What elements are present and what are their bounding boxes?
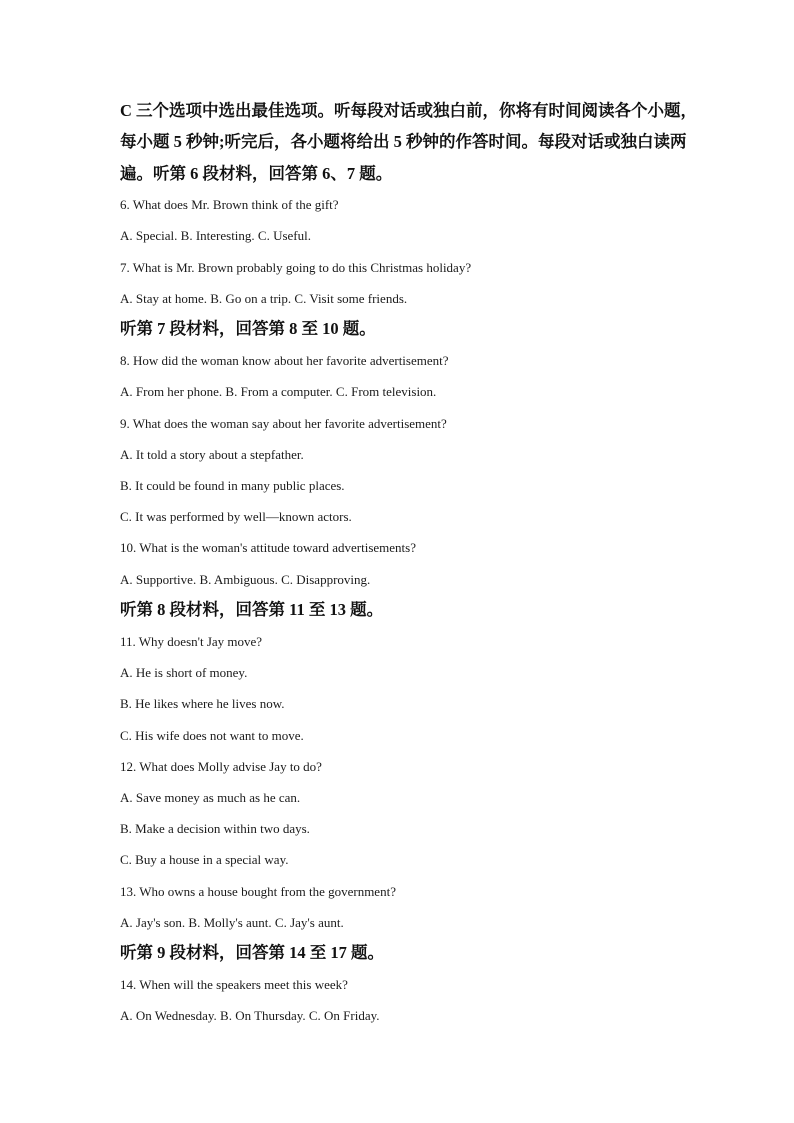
intro-line-3: 遍。听第 6 段材料，回答第 6、7 题。 [120, 164, 393, 183]
question-7: 7. What is Mr. Brown probably going to do this Christmas holiday? [120, 260, 472, 275]
question-9: 9. What does the woman say about her favorite advertisement? [120, 416, 447, 431]
question-12-option-c: C. Buy a house in a special way. [120, 852, 289, 867]
question-14-options: A. On Wednesday. B. On Thursday. C. On Friday. [120, 1008, 380, 1023]
question-9-option-b: B. It could be found in many public places. [120, 478, 345, 493]
intro-line-2: 每小题 5 秒钟;听完后，各小题将给出 5 秒钟的作答时间。每段对话或独白读两 [120, 132, 687, 151]
section-9-heading: 听第 9 段材料，回答第 14 至 17 题。 [120, 943, 384, 962]
question-9-option-c: C. It was performed by well—known actors. [120, 509, 352, 524]
section-8-heading: 听第 8 段材料，回答第 11 至 13 题。 [120, 600, 384, 619]
question-8-options: A. From her phone. B. From a computer. C. From television. [120, 384, 437, 399]
question-11-option-b: B. He likes where he lives now. [120, 696, 285, 711]
question-10: 10. What is the woman's attitude toward advertisements? [120, 540, 416, 555]
question-9-option-a: A. It told a story about a stepfather. [120, 447, 304, 462]
question-12-option-a: A. Save money as much as he can. [120, 790, 301, 805]
question-11: 11. Why doesn't Jay move? [120, 634, 263, 649]
question-7-options: A. Stay at home. B. Go on a trip. C. Visit some friends. [120, 291, 408, 306]
question-14: 14. When will the speakers meet this week? [120, 977, 348, 992]
question-13-options: A. Jay's son. B. Molly's aunt. C. Jay's aunt. [120, 915, 344, 930]
question-12-option-b: B. Make a decision within two days. [120, 821, 310, 836]
section-7-heading: 听第 7 段材料，回答第 8 至 10 题。 [120, 319, 376, 338]
question-6: 6. What does Mr. Brown think of the gift? [120, 197, 339, 212]
intro-line-1: C 三个选项中选出最佳选项。听每段对话或独白前，你将有时间阅读各个小题， [120, 101, 698, 120]
question-10-options: A. Supportive. B. Ambiguous. C. Disapproving. [120, 572, 371, 587]
question-6-options: A. Special. B. Interesting. C. Useful. [120, 228, 311, 243]
question-11-option-c: C. His wife does not want to move. [120, 728, 304, 743]
question-11-option-a: A. He is short of money. [120, 665, 248, 680]
question-12: 12. What does Molly advise Jay to do? [120, 759, 322, 774]
question-13: 13. Who owns a house bought from the government? [120, 884, 396, 899]
question-8: 8. How did the woman know about her favorite advertisement? [120, 353, 449, 368]
